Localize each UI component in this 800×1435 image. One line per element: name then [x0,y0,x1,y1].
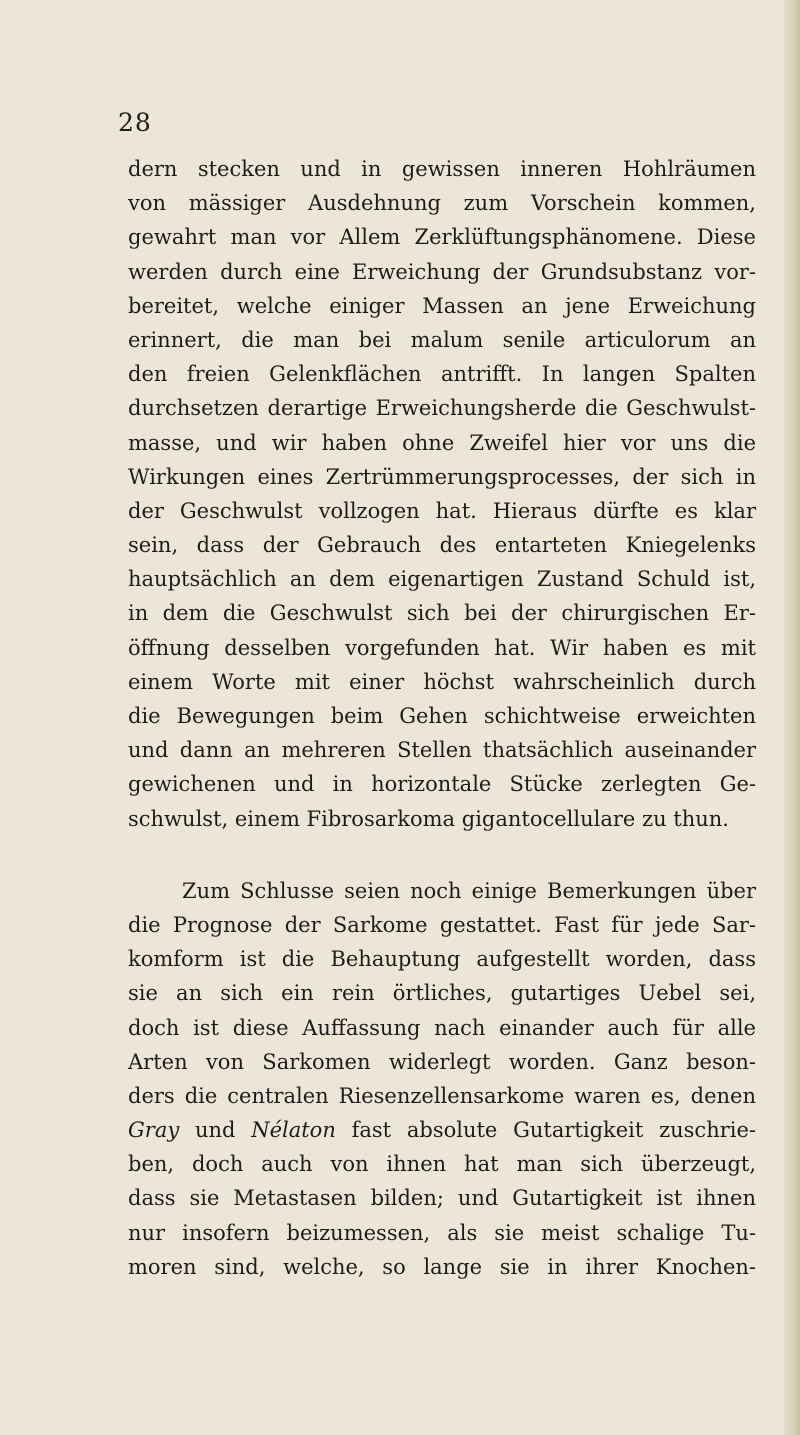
text-line: masse, und wir haben ohne Zweifel hier vor uns die [128,430,756,455]
body-text [128,152,756,1284]
text-line: ben, doch auch von ihnen hat man sich überzeugt, [128,1152,756,1177]
paragraph-gap [128,836,756,874]
text-line: erinnert, die man bei malum senile articulorum an [128,327,756,352]
text-line: öffnung desselben vorgefunden hat. Wir haben es mit [128,635,756,660]
text-line: in dem die Geschwulst sich bei der chirurgischen Er- [128,601,756,626]
author-name-gray: Gray [128,1118,180,1143]
text-line-with-names [128,1113,756,1147]
text-line: die Bewegungen beim Gehen schichtweise erweichten [128,704,756,728]
text-line: gewahrt man vor Allem Zerklüftungsphänomene. Diese [128,225,756,250]
text-line: gewichenen und in horizontale Stücke zerlegten Ge- [128,772,756,797]
line-rest-text: fast absolute Gutartigkeit zuschrie- [335,1118,756,1143]
text-line: bereitet, welche einiger Massen an jene Erweichung [128,293,756,318]
author-name-nelaton: Nélaton [251,1118,336,1143]
page-edge [784,0,800,1435]
text-line: sie an sich ein rein örtliches, gutartiges Uebel sei, [128,981,756,1006]
text-line: dass sie Metastasen bilden; und Gutartigkeit ist ihnen [128,1186,756,1211]
text-line: komform ist die Behauptung aufgestellt worden, dass [128,947,756,972]
paragraph-1 [128,152,756,836]
text-line: und dann an mehreren Stellen thatsächlich auseinander [128,738,756,763]
text-line: durchsetzen derartige Erweichungsherde die Geschwulst- [128,396,756,421]
text-line: sein, dass der Gebrauch des entarteten Kniegelenks [128,533,756,558]
text-line: Wirkungen eines Zertrümmerungsprocesses, der sich in [128,464,756,489]
text-line: ders die centralen Riesenzellensarkome waren es, denen [128,1083,756,1108]
text-line: moren sind, welche, so lange sie in ihrer Knochen- [128,1254,756,1279]
text-line: einem Worte mit einer höchst wahrscheinlich durch [128,669,756,694]
text-line: den freien Gelenkflächen antrifft. In langen Spalten [128,362,756,387]
text-line: doch ist diese Auffassung nach einander auch für alle [128,1015,756,1040]
text-line: dern stecken und in gewissen inneren Hohlräumen [128,157,756,181]
text-line: von mässiger Ausdehnung zum Vorschein kommen, [128,191,756,216]
text-line: die Prognose der Sarkome gestattet. Fast für jede Sar- [128,912,756,937]
text-line: Arten von Sarkomen widerlegt worden. Ganz beson- [128,1049,756,1074]
paragraph-2 [128,874,756,1284]
text-line: hauptsächlich an dem eigenartigen Zustand Schuld ist, [128,567,756,592]
text-line: Zum Schlusse seien noch einige Bemerkungen über [182,878,756,903]
text-line: schwulst, einem Fibrosarkoma gigantocellulare zu thun. [128,806,729,831]
connector-text: und [179,1118,252,1143]
text-line: werden durch eine Erweichung der Grundsubstanz vor- [128,259,756,284]
text-line: der Geschwulst vollzogen hat. Hieraus dürfte es klar [128,498,756,523]
text-line: nur insofern beizumessen, als sie meist schalige Tu- [128,1220,756,1245]
page-number: 28 [118,108,152,137]
